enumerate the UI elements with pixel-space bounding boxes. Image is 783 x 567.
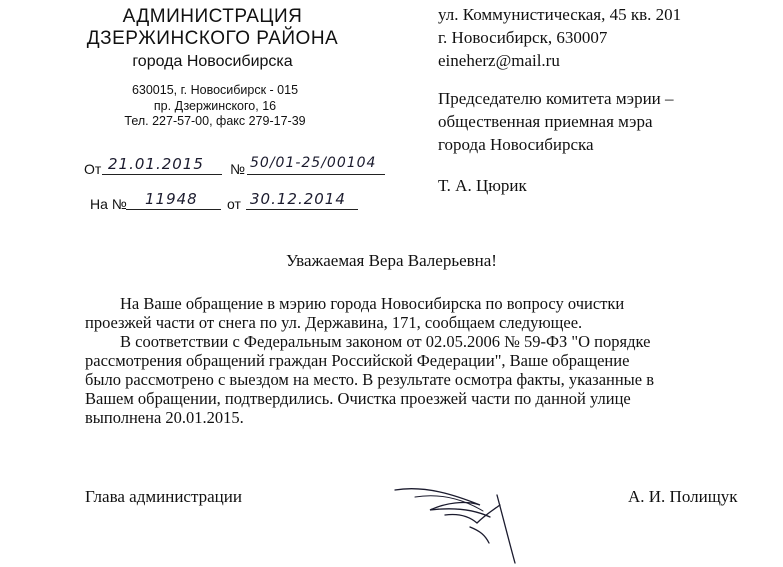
recipient-name: Т. А. Цюрик [438, 176, 527, 195]
reg-from-line [102, 174, 222, 175]
reg-num-line [247, 174, 385, 175]
body-p2-line3: было рассмотрено с выездом на место. В результате осмотра факты, указанные в [85, 370, 655, 389]
reg-reply-from-label: от [227, 196, 241, 212]
handwritten-signature [385, 455, 545, 567]
org-city: города Новосибирска [132, 53, 293, 70]
body-p2-line1: В соответствии с Федеральным законом от 02.05.2006 № 59-ФЗ "О порядке [120, 332, 651, 351]
letter-body [85, 294, 748, 427]
recipient-city: г. Новосибирск, 630007 [438, 28, 608, 47]
body-p1-line2: проезжей части от снега по ул. Державина, 171, сообщаем следующее. [85, 313, 583, 332]
org-header [60, 6, 365, 74]
recipient-email: eineherz@mail.ru [438, 51, 560, 70]
reg-reply-num: 11948 [145, 190, 198, 208]
reg-num-label: № [230, 161, 246, 177]
org-contacts [100, 83, 330, 130]
reg-reply-date-line [246, 209, 358, 210]
recipient-to-line3: города Новосибирска [438, 135, 594, 154]
org-address-line2: пр. Дзержинского, 16 [153, 98, 277, 113]
signature-name: А. И. Полищук [628, 487, 738, 506]
signature-position: Глава администрации [85, 487, 242, 506]
reg-reply-label: На № [90, 196, 127, 212]
reg-reply-date: 30.12.2014 [250, 190, 346, 208]
reg-from-date: 21.01.2015 [108, 155, 204, 173]
body-p1-line1: На Ваше обращение в мэрию города Новосибирска по вопросу очистки [120, 294, 625, 313]
reg-num-value: 50/01-25/00104 [250, 155, 377, 171]
recipient-address [438, 3, 681, 72]
recipient-street: ул. Коммунистическая, 45 кв. 201 [438, 5, 682, 24]
org-name-line1: АДМИНИСТРАЦИЯ [122, 6, 303, 27]
body-p2-line4: Вашем обращении, подтвердились. Очистка проезжей части по данной улице [85, 389, 631, 408]
greeting: Уважаемая Вера Валерьевна! [286, 251, 497, 270]
org-address-line1: 630015, г. Новосибирск - 015 [131, 83, 299, 97]
reg-from-label: От [84, 161, 102, 177]
recipient-to [438, 87, 674, 156]
recipient-to-line2: общественная приемная мэра [438, 112, 653, 131]
body-p2-line5: выполнена 20.01.2015. [85, 408, 244, 427]
org-phone: Тел. 227-57-00, факс 279-17-39 [124, 114, 306, 128]
recipient-to-line1: Председателю комитета мэрии – [438, 89, 674, 108]
reg-reply-line [126, 209, 221, 210]
org-name-line2: ДЗЕРЖИНСКОГО РАЙОНА [86, 28, 339, 49]
body-p2-line2: рассмотрения обращений граждан Российской Федерации", Ваше обращение [85, 351, 630, 370]
